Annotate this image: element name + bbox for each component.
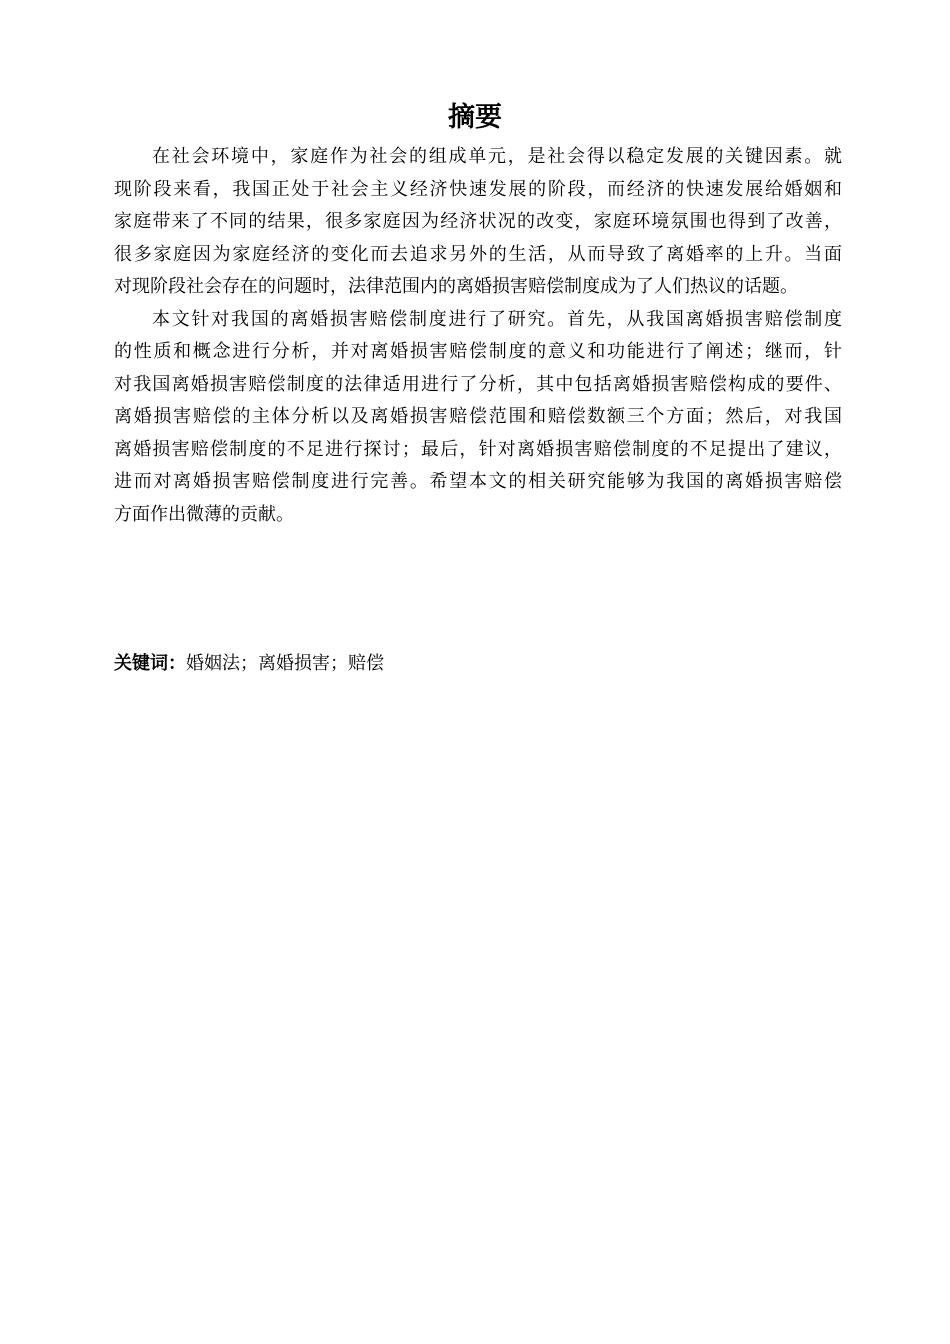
abstract-paragraph-1: [114, 141, 842, 304]
abstract-title: 摘要: [448, 102, 502, 133]
paragraph-line: 很多家庭因为家庭经济的变化而去追求另外的生活，从而导致了离婚率的上升。当面: [114, 243, 842, 265]
abstract-body: [114, 141, 842, 531]
keywords-line: [114, 648, 384, 680]
paragraph-line: 离婚损害赔偿制度的不足进行探讨；最后，针对离婚损害赔偿制度的不足提出了建议，: [114, 438, 842, 460]
paragraph-line: 家庭带来了不同的结果，很多家庭因为经济状况的改变，家庭环境氛围也得到了改善，: [114, 211, 842, 232]
keywords-value: 婚姻法；离婚损害；赔偿: [186, 653, 384, 674]
paragraph-line: 离婚损害赔偿的主体分析以及离婚损害赔偿范围和赔偿数额三个方面；然后，对我国: [114, 406, 842, 427]
paragraph-line: 现阶段来看，我国正处于社会主义经济快速发展的阶段，而经济的快速发展给婚姻和: [114, 178, 842, 200]
paragraph-line: 本文针对我国的离婚损害赔偿制度进行了研究。首先，从我国离婚损害赔偿制度: [152, 308, 842, 330]
keywords-label: 关键词：: [114, 653, 186, 674]
paragraph-line: 进而对离婚损害赔偿制度进行完善。希望本文的相关研究能够为我国的离婚损害赔偿: [114, 471, 842, 492]
paragraph-line: 对我国离婚损害赔偿制度的法律适用进行了分析，其中包括离婚损害赔偿构成的要件、: [114, 373, 842, 395]
abstract-paragraph-2: [114, 304, 842, 532]
paragraph-line: 的性质和概念进行分析，并对离婚损害赔偿制度的意义和功能进行了阐述；继而，针: [114, 341, 842, 362]
paragraph-line: 对现阶段社会存在的问题时，法律范围内的离婚损害赔偿制度成为了人们热议的话题。: [114, 276, 798, 297]
paragraph-line: 在社会环境中，家庭作为社会的组成单元，是社会得以稳定发展的关键因素。就: [152, 146, 842, 167]
paragraph-line: 方面作出微薄的贡献。: [114, 503, 294, 525]
